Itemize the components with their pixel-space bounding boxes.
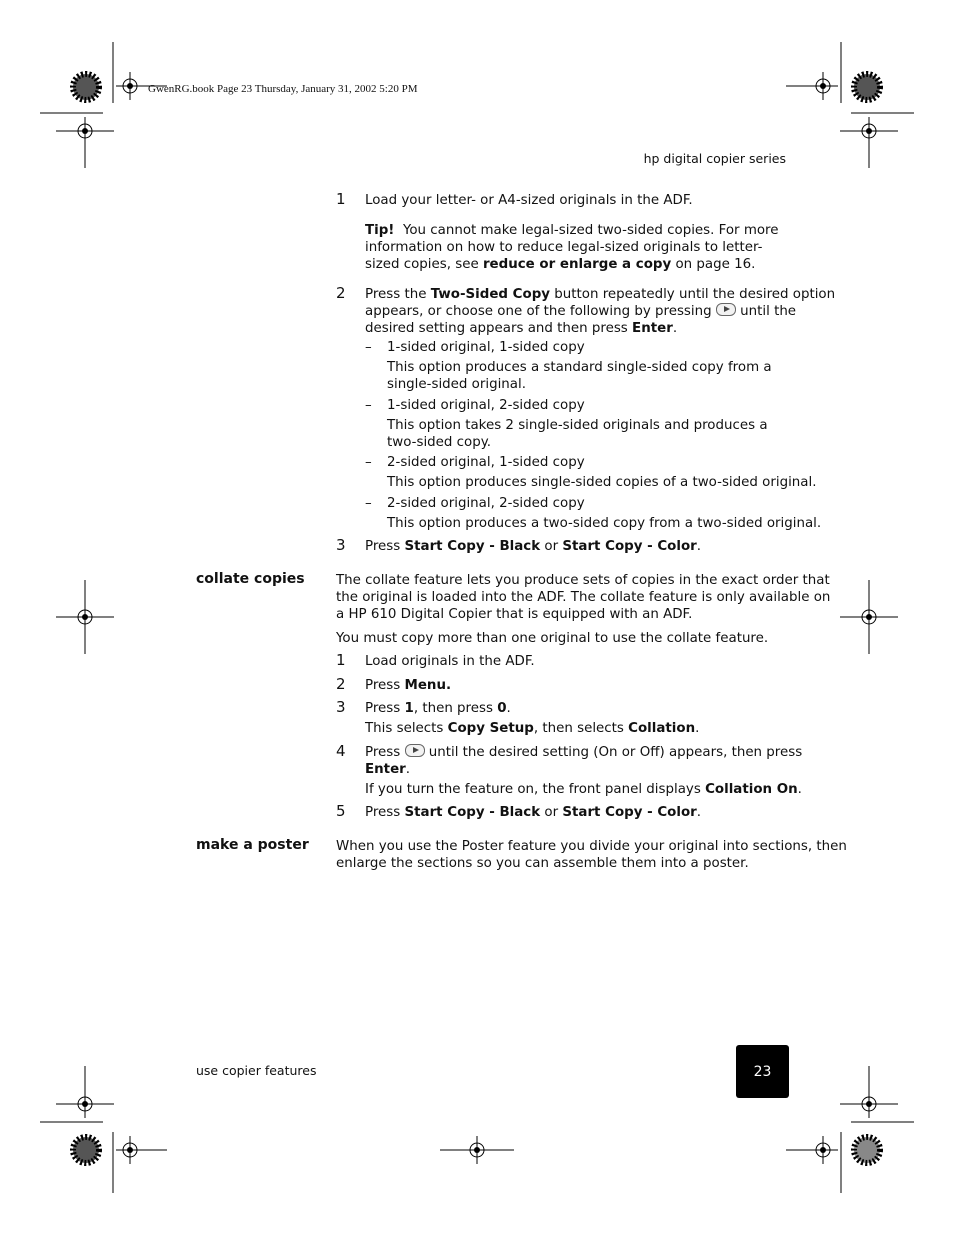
option-description: single-sided original. xyxy=(387,377,526,392)
dash: – xyxy=(365,455,372,470)
option-description: This option produces a two-sided copy from a two-sided original. xyxy=(387,516,822,531)
step-number: 3 xyxy=(336,698,346,716)
cross-reference: reduce or enlarge a copy xyxy=(482,257,672,272)
text: . xyxy=(506,701,511,716)
option-title: 1-sided original, 2-sided copy xyxy=(387,398,585,413)
text: until the xyxy=(735,304,797,319)
right-arrow-button-icon xyxy=(716,303,736,316)
paragraph: a HP 610 Digital Copier that is equipped with an ADF. xyxy=(336,607,693,622)
tip-line xyxy=(365,256,755,273)
text: , then press xyxy=(413,701,498,716)
paragraph: The collate feature lets you produce sets of copies in the exact order that xyxy=(336,573,830,588)
option-description: This option takes 2 single-sided originals and produces a xyxy=(387,418,768,433)
print-header: GwenRG.book Page 23 Thursday, January 31, 2002 5:20 PM xyxy=(148,83,418,95)
step-text: Load your letter- or A4-sized originals in the ADF. xyxy=(365,193,693,208)
option-description: This option produces single-sided copies of a two-sided original. xyxy=(387,475,817,490)
paragraph: You must copy more than one original to use the collate feature. xyxy=(336,631,769,646)
option-title: 1-sided original, 1-sided copy xyxy=(387,340,585,355)
step-text xyxy=(365,303,796,320)
dash: – xyxy=(365,398,372,413)
text: . xyxy=(696,539,702,554)
footer-section-title: use copier features xyxy=(196,1063,317,1078)
button-name: Start Copy - Black xyxy=(404,805,541,820)
option-title: 2-sided original, 1-sided copy xyxy=(387,455,585,470)
text: , then selects xyxy=(533,721,629,736)
text: . xyxy=(672,321,678,336)
right-arrow-button-icon xyxy=(405,744,425,757)
text: appears, or choose one of the following by pressing xyxy=(365,304,716,319)
tip-text: sized copies, see xyxy=(365,257,483,272)
step-note xyxy=(365,781,802,798)
step-text: Load originals in the ADF. xyxy=(365,654,535,669)
tip-text: You cannot make legal-sized two-sided copies. For more xyxy=(402,223,779,238)
button-name: Enter xyxy=(632,321,673,336)
paragraph: enlarge the sections so you can assemble them into a poster. xyxy=(336,856,749,871)
text: or xyxy=(540,805,563,820)
button-name: Two-Sided Copy xyxy=(430,287,551,302)
text: . xyxy=(695,721,700,736)
page-number: 23 xyxy=(736,1045,789,1098)
text: This selects xyxy=(365,721,448,736)
tip-line xyxy=(365,222,779,239)
step-text xyxy=(365,804,701,821)
step-text xyxy=(365,700,511,717)
step-number: 3 xyxy=(336,536,346,554)
text: Press xyxy=(365,678,405,693)
text: Press xyxy=(365,745,405,760)
step-number: 5 xyxy=(336,802,346,820)
dash: – xyxy=(365,496,372,511)
text: Press xyxy=(365,701,405,716)
text: If you turn the feature on, the front panel displays xyxy=(365,782,706,797)
text: . xyxy=(405,762,411,777)
paragraph: the original is loaded into the ADF. The collate feature is only available on xyxy=(336,590,831,605)
option-description: This option produces a standard single-sided copy from a xyxy=(387,360,772,375)
button-name: Start Copy - Color xyxy=(562,805,697,820)
option-description: two-sided copy. xyxy=(387,435,491,450)
section-heading: collate copies xyxy=(196,571,305,587)
dash: – xyxy=(365,340,372,355)
tip-label: Tip! xyxy=(365,223,395,238)
step-number: 2 xyxy=(336,284,346,302)
step-text xyxy=(365,761,410,778)
step-number: 4 xyxy=(336,742,346,760)
button-name: Menu. xyxy=(404,678,452,693)
button-name: Enter xyxy=(365,762,406,777)
text: button repeatedly until the desired option xyxy=(550,287,836,302)
text: or xyxy=(540,539,563,554)
option-title: 2-sided original, 2-sided copy xyxy=(387,496,585,511)
section-heading: make a poster xyxy=(196,837,309,853)
key-name: 0 xyxy=(497,701,507,716)
step-text xyxy=(365,320,677,337)
text: . xyxy=(797,782,802,797)
text: until the desired setting (On or Off) appears, then press xyxy=(424,745,803,760)
step-text xyxy=(365,286,835,303)
key-name: 1 xyxy=(404,701,414,716)
paragraph: When you use the Poster feature you divide your original into sections, then xyxy=(336,839,847,854)
text: . xyxy=(696,805,702,820)
text: Press the xyxy=(365,287,431,302)
text: Press xyxy=(365,539,405,554)
tip-text: information on how to reduce legal-sized originals to letter- xyxy=(365,240,763,255)
text: desired setting appears and then press xyxy=(365,321,633,336)
button-name: Start Copy - Black xyxy=(404,539,541,554)
menu-name: Collation xyxy=(628,721,696,736)
step-note xyxy=(365,720,699,737)
display-text: Collation On xyxy=(705,782,798,797)
tip-text: on page 16. xyxy=(671,257,756,272)
step-text xyxy=(365,538,701,555)
step-number: 1 xyxy=(336,651,346,669)
running-header: hp digital copier series xyxy=(643,151,786,166)
menu-name: Copy Setup xyxy=(447,721,534,736)
button-name: Start Copy - Color xyxy=(562,539,697,554)
step-number: 1 xyxy=(336,190,346,208)
step-text xyxy=(365,677,451,694)
text: Press xyxy=(365,805,405,820)
step-number: 2 xyxy=(336,675,346,693)
step-text xyxy=(365,744,802,761)
